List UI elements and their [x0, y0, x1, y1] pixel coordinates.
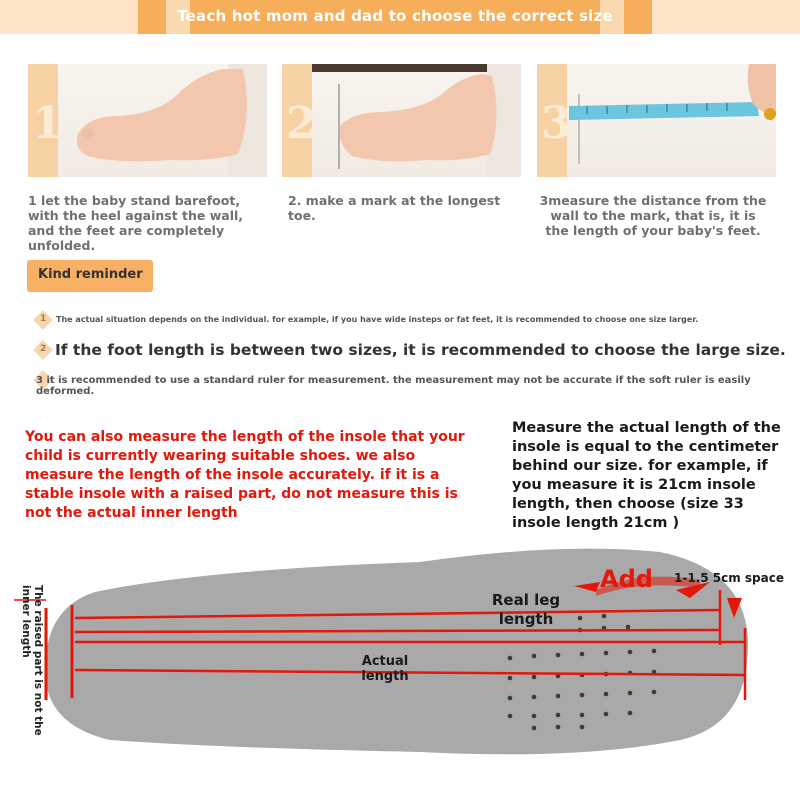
- step-3-image: [537, 64, 776, 177]
- tip-1-text: The actual situation depends on the individual. for example, if you have wide insteps or fat feet, it is recommended to choose one size larger.: [56, 315, 699, 324]
- step-1-image: [28, 64, 267, 177]
- header-banner: [0, 0, 800, 34]
- raised-part-note: The raised part is not the inner length: [20, 585, 44, 736]
- step-3-photo: [567, 64, 776, 177]
- kind-reminder-label: Kind reminder: [27, 260, 153, 292]
- step-2-photo: [312, 64, 521, 177]
- step-2-image: [282, 64, 521, 177]
- insole-size-note: Measure the actual length of the insole is equal to the centimeter behind our size. for example, if you measure it is 21cm insole length, then choose (size 33 insole length 21cm ): [512, 420, 781, 531]
- page-title: Teach hot mom and dad to choose the correct size: [177, 7, 613, 25]
- step-2-number: 2: [286, 98, 317, 149]
- step-2-text: 2. make a mark at the longest toe.: [288, 193, 501, 223]
- tip-2-number: 2: [40, 344, 47, 354]
- foot-illustration-1: [58, 64, 267, 177]
- real-leg-length-label: Real leg length: [491, 591, 561, 628]
- actual-length-label: Actual length: [361, 654, 409, 684]
- foot-illustration-2: [312, 64, 521, 177]
- add-label: Add: [600, 565, 653, 593]
- tip-2-text: If the foot length is between two sizes, it is recommended to choose the large size.: [55, 341, 786, 359]
- tape-measure-illustration: [567, 64, 776, 177]
- tip-1-number: 1: [40, 314, 47, 324]
- step-3-text: 3measure the distance from the wall to the mark, that is, it is the length of your baby's feet.: [539, 193, 767, 238]
- step-3-number: 3: [541, 98, 572, 149]
- header-title-bar: [138, 0, 652, 34]
- tip-3-text: 3 it is recommended to use a standard ruler for measurement. the measurement may not be accurate if the soft ruler is easily deformed.: [36, 375, 751, 397]
- space-label: 1-1.5 5cm space: [674, 571, 784, 585]
- insole-measure-note: You can also measure the length of the insole that your child is currently wearing suitable shoes. we also measure the length of the insole accurately. if it is a stable insole with a raised part, do not measure this is not the actual inner length: [25, 429, 465, 521]
- step-1-text: 1 let the baby stand barefoot, with the heel against the wall, and the feet are completely unfolded.: [28, 193, 244, 253]
- step-1-photo: [58, 64, 267, 177]
- step-1-number: 1: [32, 98, 63, 149]
